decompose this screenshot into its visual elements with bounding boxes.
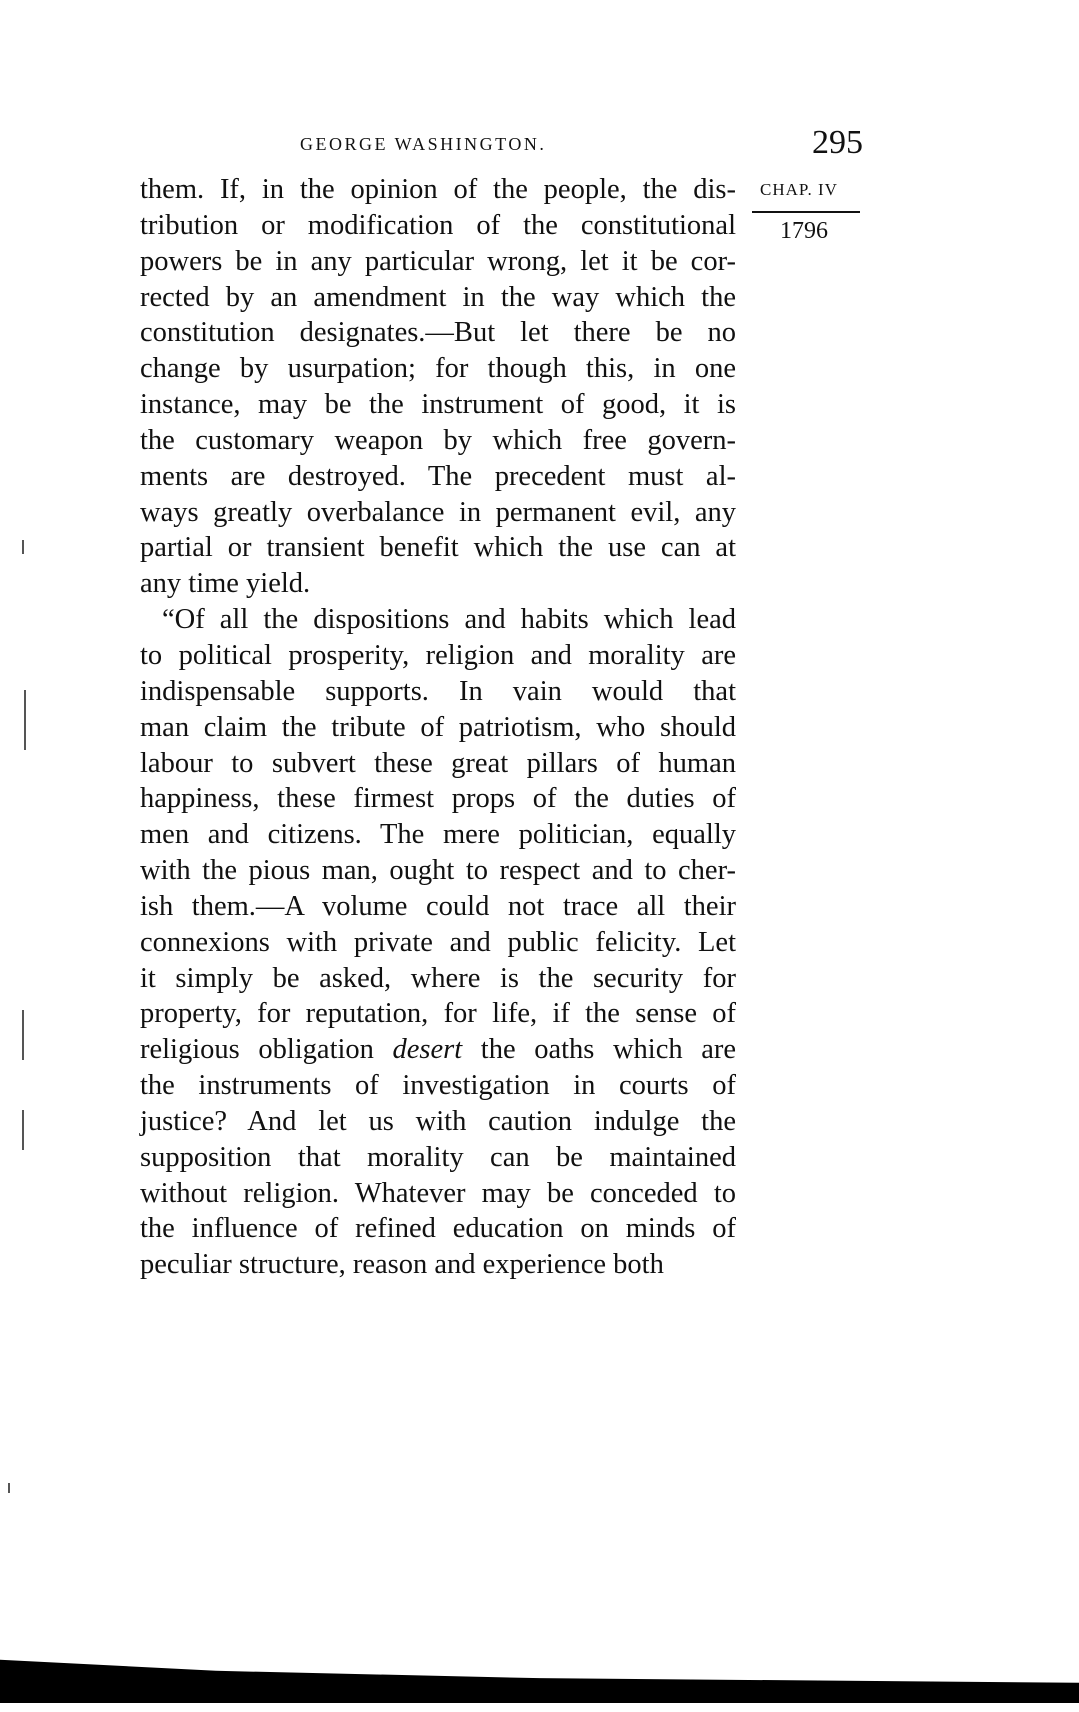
text-line [140,781,736,817]
text-line-content: constitution designates.—But let there be no [140,317,736,349]
text-line-content: justice? And let us with caution indulge the [140,1105,736,1137]
text-line [140,925,736,961]
text-line [140,495,736,531]
text-line [140,602,736,638]
text-line-content: man claim the tribute of patriotism, who should [140,711,736,743]
text-line-content: happiness, these firmest props of the duties of [140,783,736,815]
scan-edge-shadow [0,1657,1079,1703]
margin-chapter: CHAP. IV [760,180,838,199]
text-line [140,387,736,423]
text-line [140,1247,736,1283]
text-line-content: the customary weapon by which free govern- [140,424,736,456]
text-line [140,459,736,495]
text-line [140,172,736,208]
text-line [140,208,736,244]
text-line [140,638,736,674]
text-line-content: the instruments of investigation in courts of [140,1070,736,1102]
text-line-content: instance, may be the instrument of good, it is [140,389,736,421]
text-line-content: with the pious man, ought to respect and to cher- [140,855,736,887]
text-line-content: to political prosperity, religion and morality are [140,639,736,671]
text-line-content: change by usurpation; for though this, in one [140,353,736,385]
text-line [140,853,736,889]
text-line-content: rected by an amendment in the way which the [140,281,736,313]
margin-rule [752,211,860,213]
text-line [140,1211,736,1247]
scan-speck [22,540,24,554]
text-line-content: it simply be asked, where is the security for [140,962,736,994]
text-line-content: partial or transient benefit which the use can at [140,532,736,564]
text-line-content: labour to subvert these great pillars of human [140,747,736,779]
text-line-content: ways greatly overbalance in permanent evil, any [140,496,736,528]
text-line-content: “Of all the dispositions and habits which lead [162,604,736,636]
scan-speck [24,690,26,750]
text-line-content: supposition that morality can be maintained [140,1141,736,1173]
running-head: GEORGE WASHINGTON. [300,134,547,154]
margin-year: 1796 [780,218,828,244]
text-line [140,351,736,387]
text-line [140,1176,736,1212]
scan-speck [22,1010,24,1060]
page-number: 295 [812,124,863,161]
text-line [140,674,736,710]
text-line [140,1032,736,1068]
text-line-content: tribution or modification of the constitutional [140,209,736,241]
text-line [140,889,736,925]
text-line [140,996,736,1032]
text-line-content: men and citizens. The mere politician, equally [140,819,736,851]
text-line-content: peculiar structure, reason and experience both [140,1249,664,1281]
text-line-content: property, for reputation, for life, if the sense of [140,998,736,1030]
body-text [140,172,736,1283]
text-segment: the oaths which are [462,1034,736,1066]
text-line [140,566,736,602]
text-line [140,746,736,782]
italic-word: desert [392,1034,463,1066]
scan-speck [8,1483,10,1493]
text-line [140,280,736,316]
text-line-content: without religion. Whatever may be conceded to [140,1177,736,1209]
text-line [140,530,736,566]
text-line-content: ments are destroyed. The precedent must al- [140,460,736,492]
text-segment: religious obligation [140,1034,393,1066]
text-line [140,961,736,997]
text-line-content: them. If, in the opinion of the people, the dis- [140,174,736,205]
text-line [140,710,736,746]
text-line-content: powers be in any particular wrong, let it be cor- [140,245,736,277]
scan-speck [22,1110,24,1150]
text-line-content: ish them.—A volume could not trace all their [140,890,736,922]
text-line [140,315,736,351]
text-line [140,1104,736,1140]
text-line [140,244,736,280]
text-line [140,1140,736,1176]
text-line [140,817,736,853]
text-line-content: the influence of refined education on minds of [140,1213,736,1245]
text-line [140,423,736,459]
text-line-content: indispensable supports. In vain would that [140,675,736,707]
text-line-content: any time yield. [140,568,311,600]
text-line-content: connexions with private and public felicity. Let [140,926,736,958]
text-line [140,1068,736,1104]
